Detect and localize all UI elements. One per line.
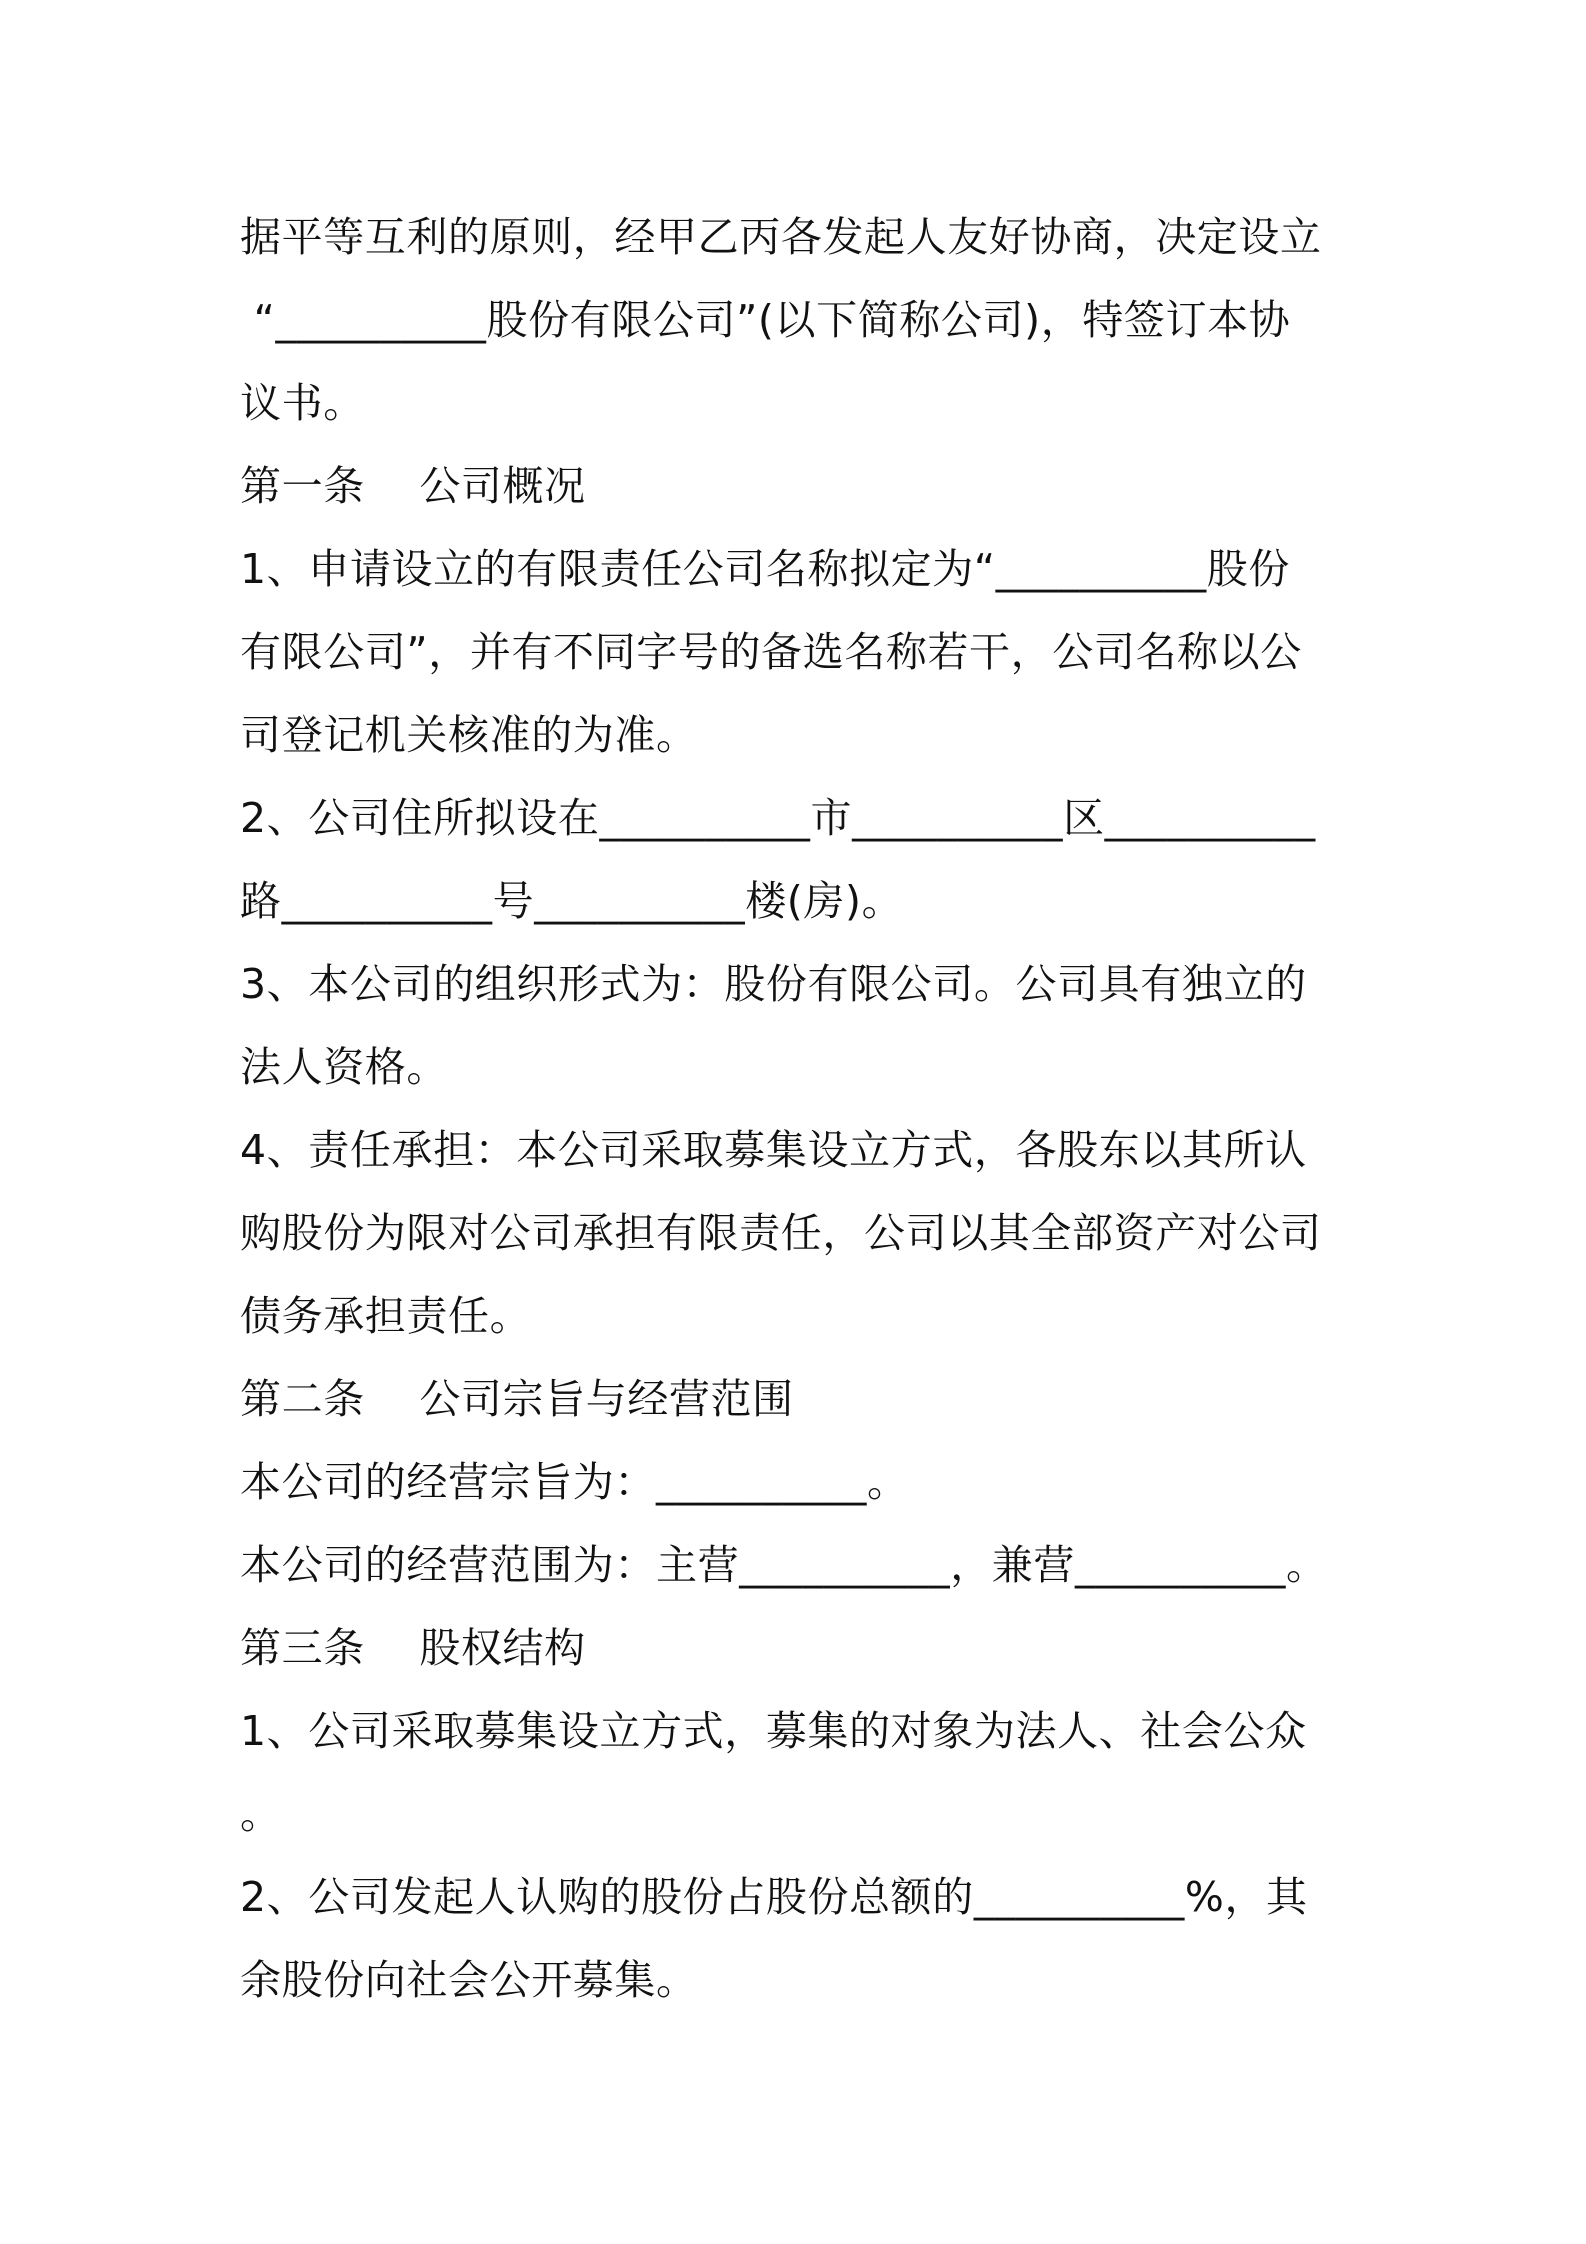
paragraph-line: 议书。 [240,379,365,427]
clause-line: 2、公司发起人认购的股份占股份总额的__________%，其 [240,1873,1308,1921]
clause-line: 有限公司”，并有不同字号的备选名称若干，公司名称以公 [240,628,1302,676]
clause-line: 司登记机关核准的为准。 [240,711,698,759]
clause-line: 法人资格。 [240,1043,448,1091]
article-heading-1: 第一条 公司概况 [240,462,586,510]
clause-line: 1、公司采取募集设立方式，募集的对象为法人、社会公众 [240,1707,1307,1755]
clause-line: 2、公司住所拟设在__________市__________区__________ [240,794,1316,842]
paragraph-line: “__________股份有限公司”(以下简称公司)，特签订本协 [240,296,1291,344]
clause-line: 购股份为限对公司承担有限责任，公司以其全部资产对公司 [240,1209,1322,1257]
clause-line: 本公司的经营宗旨为：__________。 [240,1458,909,1506]
clause-line: 3、本公司的组织形式为：股份有限公司。公司具有独立的 [240,960,1307,1008]
clause-line: 。 [240,1790,282,1838]
paragraph-line: 据平等互利的原则，经甲乙丙各发起人友好协商，决定设立 [240,213,1322,261]
clause-line: 1、申请设立的有限责任公司名称拟定为“__________股份 [240,545,1290,593]
article-heading-2: 第二条 公司宗旨与经营范围 [240,1375,794,1423]
document-body [240,196,1360,2022]
clause-line: 本公司的经营范围为：主营__________，兼营__________。 [240,1541,1328,1589]
clause-line: 4、责任承担：本公司采取募集设立方式，各股东以其所认 [240,1126,1307,1174]
article-heading-3: 第三条 股权结构 [240,1624,586,1672]
clause-line: 路__________号__________楼(房)。 [240,877,904,925]
clause-line: 债务承担责任。 [240,1292,532,1340]
clause-line: 余股份向社会公开募集。 [240,1956,698,2004]
